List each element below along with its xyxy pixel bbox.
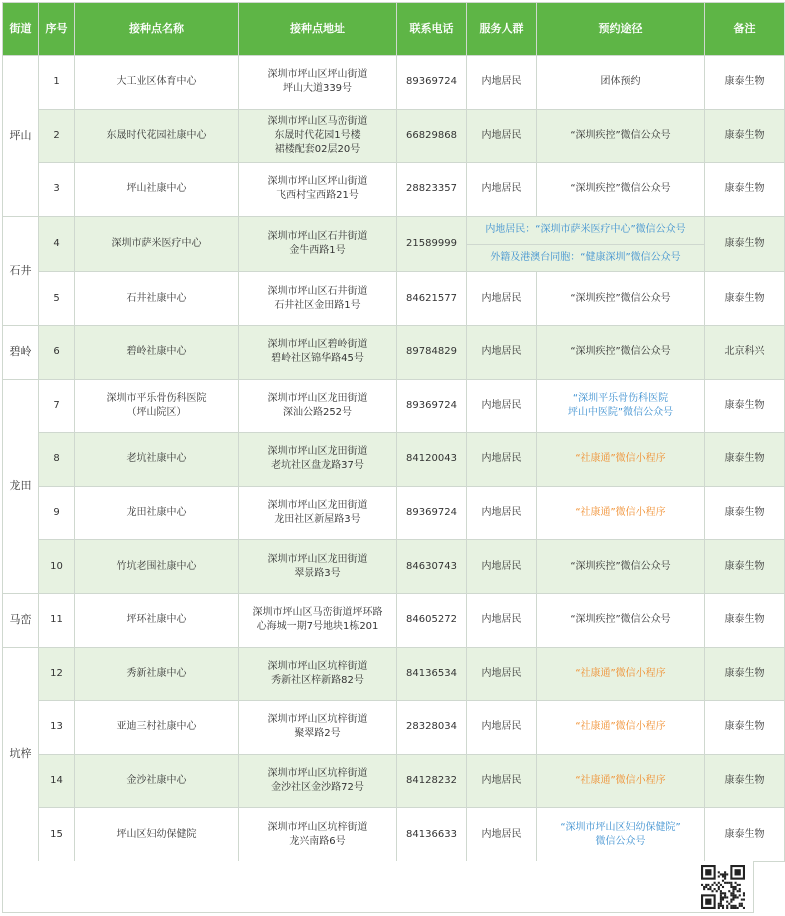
service-crowd-cell: 内地居民 bbox=[467, 754, 537, 808]
table-body bbox=[3, 56, 785, 862]
phone-cell: 84128232 bbox=[397, 754, 467, 808]
service-crowd-cell: 内地居民 bbox=[467, 540, 537, 594]
note-cell: 康泰生物 bbox=[705, 754, 785, 808]
phone-cell: 84136534 bbox=[397, 647, 467, 701]
booking-channel-line: 内地居民：“深圳市萨米医疗中心”微信公众号 bbox=[467, 217, 704, 245]
service-crowd-cell: 内地居民 bbox=[467, 109, 537, 163]
booking-channel-cell: “社康通”微信小程序 bbox=[537, 486, 705, 540]
site-name-cell: 秀新社康中心 bbox=[75, 647, 239, 701]
service-crowd-cell: 内地居民 bbox=[467, 486, 537, 540]
note-cell: 康泰生物 bbox=[705, 808, 785, 862]
note-cell: 康泰生物 bbox=[705, 647, 785, 701]
number-cell: 5 bbox=[39, 272, 75, 326]
site-address-cell: 深圳市坪山区碧岭街道 碧岭社区锦华路45号 bbox=[239, 325, 397, 379]
site-name-cell: 竹坑老围社康中心 bbox=[75, 540, 239, 594]
booking-channel-cell: “深圳疾控”微信公众号 bbox=[537, 272, 705, 326]
booking-channel-cell: “深圳疾控”微信公众号 bbox=[537, 540, 705, 594]
number-cell: 12 bbox=[39, 647, 75, 701]
phone-cell: 66829868 bbox=[397, 109, 467, 163]
number-cell: 9 bbox=[39, 486, 75, 540]
booking-channel-cell: “社康通”微信小程序 bbox=[537, 701, 705, 755]
booking-channel-cell: “深圳疾控”微信公众号 bbox=[537, 109, 705, 163]
booking-channel-cell: “深圳疾控”微信公众号 bbox=[537, 593, 705, 647]
number-cell: 15 bbox=[39, 808, 75, 862]
note-cell: 康泰生物 bbox=[705, 163, 785, 217]
phone-cell: 84120043 bbox=[397, 433, 467, 487]
district-cell: 石井 bbox=[3, 216, 39, 325]
site-address-cell: 深圳市坪山区坪山街道 飞西村宝西路21号 bbox=[239, 163, 397, 217]
service-crowd-cell: 内地居民 bbox=[467, 647, 537, 701]
table-row bbox=[3, 540, 785, 594]
table-row bbox=[3, 379, 785, 433]
header-service-crowd: 服务人群 bbox=[467, 3, 537, 56]
booking-channel-cell: “深圳疾控”微信公众号 bbox=[537, 325, 705, 379]
note-cell: 北京科兴 bbox=[705, 325, 785, 379]
header-district: 街道 bbox=[3, 3, 39, 56]
phone-cell: 84136633 bbox=[397, 808, 467, 862]
site-name-cell: 龙田社康中心 bbox=[75, 486, 239, 540]
booking-channel-cell: “社康通”微信小程序 bbox=[537, 647, 705, 701]
header-site-name: 接种点名称 bbox=[75, 3, 239, 56]
number-cell: 7 bbox=[39, 379, 75, 433]
service-crowd-cell: 内地居民 bbox=[467, 808, 537, 862]
site-name-cell: 深圳市萨米医疗中心 bbox=[75, 216, 239, 272]
service-crowd-cell: 内地居民 bbox=[467, 701, 537, 755]
site-name-cell: 石井社康中心 bbox=[75, 272, 239, 326]
table-row bbox=[3, 647, 785, 701]
site-address-cell: 深圳市坪山区石井街道 石井社区金田路1号 bbox=[239, 272, 397, 326]
district-cell: 碧岭 bbox=[3, 325, 39, 379]
number-cell: 3 bbox=[39, 163, 75, 217]
district-cell: 龙田 bbox=[3, 379, 39, 593]
number-cell: 11 bbox=[39, 593, 75, 647]
header-number: 序号 bbox=[39, 3, 75, 56]
site-address-cell: 深圳市坪山区坑梓街道 龙兴南路6号 bbox=[239, 808, 397, 862]
phone-cell: 84621577 bbox=[397, 272, 467, 326]
phone-cell: 28328034 bbox=[397, 701, 467, 755]
site-address-cell: 深圳市坪山区坪山街道 坪山大道339号 bbox=[239, 56, 397, 110]
site-name-cell: 亚迪三村社康中心 bbox=[75, 701, 239, 755]
service-crowd-cell: 内地居民 bbox=[467, 325, 537, 379]
number-cell: 6 bbox=[39, 325, 75, 379]
service-crowd-cell: 内地居民 bbox=[467, 593, 537, 647]
booking-channel-line: 外籍及港澳台同胞：“健康深圳”微信公众号 bbox=[490, 251, 681, 263]
footer bbox=[2, 861, 754, 913]
phone-cell: 89369724 bbox=[397, 486, 467, 540]
qr-code-icon bbox=[701, 865, 745, 909]
booking-channel-cell: “社康通”微信小程序 bbox=[537, 433, 705, 487]
site-name-cell: 坪环社康中心 bbox=[75, 593, 239, 647]
site-name-cell: 碧岭社康中心 bbox=[75, 325, 239, 379]
phone-cell: 89369724 bbox=[397, 379, 467, 433]
table-row bbox=[3, 433, 785, 487]
site-address-cell: 深圳市坪山区龙田街道 龙田社区新屋路3号 bbox=[239, 486, 397, 540]
number-cell: 8 bbox=[39, 433, 75, 487]
booking-channel-cell: “深圳疾控”微信公众号 bbox=[537, 163, 705, 217]
header-note: 备注 bbox=[705, 3, 785, 56]
header-site-address: 接种点地址 bbox=[239, 3, 397, 56]
number-cell: 4 bbox=[39, 216, 75, 272]
site-address-cell: 深圳市坪山区坑梓街道 金沙社区金沙路72号 bbox=[239, 754, 397, 808]
booking-channel-cell bbox=[467, 216, 705, 272]
table-row bbox=[3, 272, 785, 326]
header-phone: 联系电话 bbox=[397, 3, 467, 56]
table-row bbox=[3, 163, 785, 217]
site-name-cell: 坪山区妇幼保健院 bbox=[75, 808, 239, 862]
table-header-row bbox=[3, 3, 785, 56]
number-cell: 2 bbox=[39, 109, 75, 163]
booking-channel-cell: “社康通”微信小程序 bbox=[537, 754, 705, 808]
note-cell: 康泰生物 bbox=[705, 486, 785, 540]
number-cell: 14 bbox=[39, 754, 75, 808]
service-crowd-cell: 内地居民 bbox=[467, 163, 537, 217]
table-row bbox=[3, 325, 785, 379]
phone-cell: 21589999 bbox=[397, 216, 467, 272]
site-address-cell: 深圳市坪山区龙田街道 翠景路3号 bbox=[239, 540, 397, 594]
site-name-cell: 老坑社康中心 bbox=[75, 433, 239, 487]
district-cell: 马峦 bbox=[3, 593, 39, 647]
site-address-cell: 深圳市坪山区马峦街道 东晟时代花园1号楼 裙楼配套02层20号 bbox=[239, 109, 397, 163]
table-row bbox=[3, 216, 785, 272]
booking-channel-cell: “深圳市坪山区妇幼保健院” 微信公众号 bbox=[537, 808, 705, 862]
table-row bbox=[3, 593, 785, 647]
note-cell: 康泰生物 bbox=[705, 216, 785, 272]
note-cell: 康泰生物 bbox=[705, 701, 785, 755]
site-name-cell: 金沙社康中心 bbox=[75, 754, 239, 808]
site-address-cell: 深圳市坪山区石井街道 金牛西路1号 bbox=[239, 216, 397, 272]
table-row bbox=[3, 486, 785, 540]
phone-cell: 84630743 bbox=[397, 540, 467, 594]
note-cell: 康泰生物 bbox=[705, 593, 785, 647]
site-address-cell: 深圳市坪山区龙田街道 深汕公路252号 bbox=[239, 379, 397, 433]
site-name-cell: 深圳市平乐骨伤科医院 （坪山院区） bbox=[75, 379, 239, 433]
service-crowd-cell: 内地居民 bbox=[467, 433, 537, 487]
vaccination-sites-table bbox=[2, 2, 785, 862]
number-cell: 10 bbox=[39, 540, 75, 594]
table-row bbox=[3, 109, 785, 163]
phone-cell: 89784829 bbox=[397, 325, 467, 379]
note-cell: 康泰生物 bbox=[705, 540, 785, 594]
site-name-cell: 东晟时代花园社康中心 bbox=[75, 109, 239, 163]
table-row bbox=[3, 56, 785, 110]
phone-cell: 89369724 bbox=[397, 56, 467, 110]
service-crowd-cell: 内地居民 bbox=[467, 272, 537, 326]
note-cell: 康泰生物 bbox=[705, 272, 785, 326]
note-cell: 康泰生物 bbox=[705, 56, 785, 110]
district-cell: 坑梓 bbox=[3, 647, 39, 861]
note-cell: 康泰生物 bbox=[705, 109, 785, 163]
site-address-cell: 深圳市坪山区坑梓街道 秀新社区梓新路82号 bbox=[239, 647, 397, 701]
service-crowd-cell: 内地居民 bbox=[467, 379, 537, 433]
header-booking-channel: 预约途径 bbox=[537, 3, 705, 56]
district-cell: 坪山 bbox=[3, 56, 39, 217]
booking-channel-cell: 团体预约 bbox=[537, 56, 705, 110]
number-cell: 1 bbox=[39, 56, 75, 110]
site-name-cell: 大工业区体育中心 bbox=[75, 56, 239, 110]
table-row bbox=[3, 754, 785, 808]
note-cell: 康泰生物 bbox=[705, 379, 785, 433]
booking-channel-cell: “深圳平乐骨伤科医院 坪山中医院”微信公众号 bbox=[537, 379, 705, 433]
phone-cell: 84605272 bbox=[397, 593, 467, 647]
number-cell: 13 bbox=[39, 701, 75, 755]
table-row bbox=[3, 701, 785, 755]
site-address-cell: 深圳市坪山区龙田街道 老坑社区盘龙路37号 bbox=[239, 433, 397, 487]
phone-cell: 28823357 bbox=[397, 163, 467, 217]
site-address-cell: 深圳市坪山区马峦街道坪环路 心海城一期7号地块1栋201 bbox=[239, 593, 397, 647]
table-row bbox=[3, 808, 785, 862]
site-address-cell: 深圳市坪山区坑梓街道 聚翠路2号 bbox=[239, 701, 397, 755]
note-cell: 康泰生物 bbox=[705, 433, 785, 487]
service-crowd-cell: 内地居民 bbox=[467, 56, 537, 110]
site-name-cell: 坪山社康中心 bbox=[75, 163, 239, 217]
